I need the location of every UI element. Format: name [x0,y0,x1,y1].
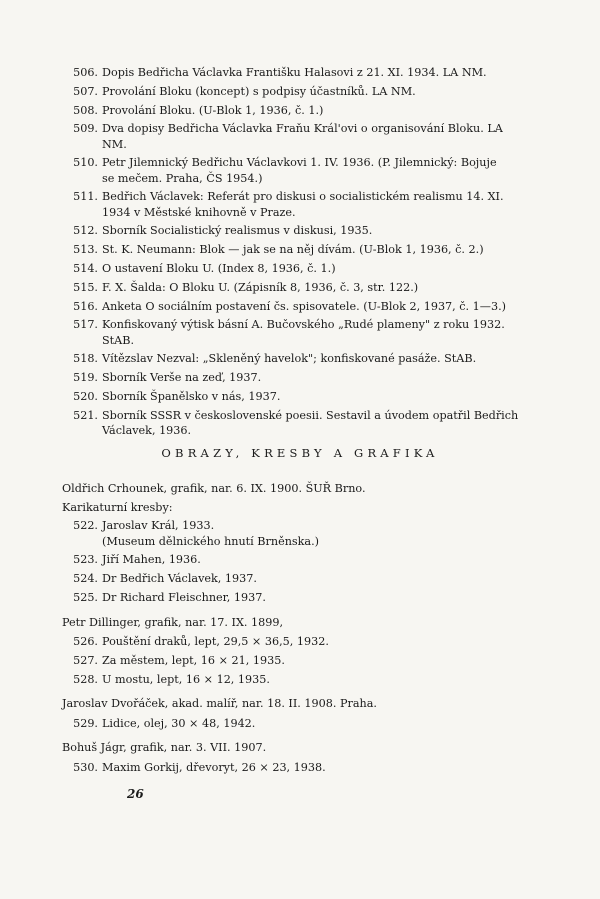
entry-line: Za městem, lept, 16 × 21, 1935. [102,653,285,667]
artist-header: Jaroslav Dvořáček, akad. malíř, nar. 18. II. 1908. Praha. [62,697,377,711]
catalog-entry [62,716,552,731]
entry-text [102,84,552,99]
catalog-entry [62,155,552,185]
entry-number: 513. [73,243,98,257]
catalog-entry [62,103,552,118]
entry-text [102,242,552,257]
catalog-entry [62,408,552,438]
entry-text [102,261,552,276]
entry-text [102,155,552,185]
entry-line: Bedřich Václavek: Referát pro diskusi o socialistickém realismu 14. XI. [102,190,504,204]
artist-header: Oldřich Crhounek, grafik, nar. 6. IX. 1900. ŠUŘ Brno. [62,482,366,495]
catalog-entry [62,552,552,567]
entry-number: 516. [73,299,98,313]
entry-line: Dr Bedřich Václavek, 1937. [102,572,257,586]
entry-text [102,370,552,385]
catalog-entry [62,351,552,366]
entry-number: 510. [73,156,98,170]
section-heading: OBRAZY, KRESBY A GRAFIKA [161,446,439,460]
entry-line: StAB. [102,333,135,347]
entry-line: Sborník Socialistický realismus v diskusi, 1935. [102,224,373,238]
catalog-entry [62,672,552,687]
entry-line: Sborník Španělsko v nás, 1937. [102,389,281,403]
entry-line: (Museum dělnického hnutí Brněnska.) [102,534,320,548]
entry-number: 521. [73,408,98,422]
entry-line: Provolání Bloku (koncept) s podpisy účastníků. LA NM. [102,84,416,98]
catalog-entry [62,760,552,775]
entry-line: Jiří Mahen, 1936. [102,553,201,567]
entry-line: F. X. Šalda: O Bloku U. (Zápisník 8, 1936, č. 3, str. 122.) [102,280,419,294]
entry-text [102,653,552,668]
entry-number: 506. [73,66,98,79]
entry-text [102,299,552,314]
artist-list [62,481,552,778]
catalog-entry [62,653,552,668]
entry-text [102,408,552,438]
page-number: 26 [127,787,144,801]
catalog-entry [62,280,552,295]
entry-text [102,189,552,219]
catalog-entry [62,389,552,404]
entry-line: Pouštění draků, lept, 29,5 × 36,5, 1932. [102,635,329,648]
entry-number: 520. [73,389,98,403]
entry-line: St. K. Neumann: Blok — jak se na něj dívám. (U-Blok 1, 1936, č. 2.) [102,243,484,257]
catalog-entry [62,634,552,649]
entry-text [102,552,552,567]
entry-text [102,389,552,404]
entry-number: 523. [73,553,98,567]
entry-text [102,571,552,586]
entry-line: U mostu, lept, 16 × 12, 1935. [102,672,270,686]
entry-text [102,351,552,366]
entry-number: 528. [73,672,98,686]
entry-line: 1934 v Městské knihovně v Praze. [102,205,296,219]
entry-line: Sborník SSSR v československé poesii. Sestavil a úvodem opatřil Bedřich [102,408,519,422]
artist-header: Bohuš Jágr, grafik, nar. 3. VII. 1907. [62,741,267,755]
catalog-entry [62,261,552,276]
entry-number: 511. [73,190,98,204]
catalog-entry [62,84,552,99]
entry-number: 512. [73,224,98,238]
entry-list [62,65,552,442]
entry-number: 524. [73,572,98,586]
entry-line: se mečem. Praha, ČS 1954.) [102,171,263,185]
entry-number: 530. [73,760,98,774]
entry-number: 527. [73,653,98,667]
catalog-entry [62,121,552,151]
entry-text [102,121,552,151]
entry-line: Konfiskovaný výtisk básní A. Bučovského „Rudé plameny" z roku 1932. [102,318,505,332]
entry-line: Václavek, 1936. [102,423,192,437]
entry-line: Petr Jilemnický Bedřichu Václavkovi 1. IV. 1936. (P. Jilemnický: Bojuje [102,156,497,170]
catalog-entry [62,223,552,238]
entry-text [102,280,552,295]
entry-number: 519. [73,371,98,385]
catalog-entry [62,571,552,586]
entry-text [102,634,552,649]
entry-line: Lidice, olej, 30 × 48, 1942. [102,716,256,730]
entry-number: 515. [73,280,98,294]
entry-text [102,760,552,775]
entry-text [102,223,552,238]
entry-number: 526. [73,635,98,648]
entry-text [102,672,552,687]
entry-text [102,518,552,548]
entry-line: Anketa O sociálním postavení čs. spisovatele. (U-Blok 2, 1937, č. 1—3.) [102,299,507,313]
entry-line: Sborník Verše na zeď, 1937. [102,371,262,385]
entry-number: 509. [73,122,98,136]
catalog-entry [62,65,552,80]
entry-text [102,317,552,347]
entry-number: 518. [73,352,98,366]
catalog-entry [62,518,552,548]
entry-line: Dr Richard Fleischner, 1937. [102,591,266,604]
entry-text [102,103,552,118]
entry-line: Provolání Bloku. (U-Blok 1, 1936, č. 1.) [102,103,324,117]
entry-text [102,590,552,605]
entry-number: 508. [73,103,98,117]
catalog-entry [62,317,552,347]
entry-text [102,716,552,731]
artist-header: Petr Dillinger, grafik, nar. 17. IX. 1899, [62,615,284,629]
entry-number: 522. [73,519,98,533]
entry-number: 529. [73,716,98,730]
entry-line: NM. [102,137,127,151]
entry-line: Vítězslav Nezval: „Skleněný havelok"; konfiskované pasáže. StAB. [102,352,477,366]
artist-subheader: Karikaturní kresby: [62,501,173,515]
entry-number: 517. [73,318,98,332]
catalog-entry [62,590,552,605]
entry-line: O ustavení Bloku U. (Index 8, 1936, č. 1.) [102,261,336,275]
entry-line: Jaroslav Král, 1933. [102,519,215,533]
entry-line: Dopis Bedřicha Václavka Františku Halasovi z 21. XI. 1934. LA NM. [102,66,487,79]
entry-number: 507. [73,84,98,98]
entry-number: 514. [73,261,98,275]
catalog-entry [62,299,552,314]
catalog-entry [62,370,552,385]
catalog-entry [62,189,552,219]
catalog-entry [62,242,552,257]
entry-text [102,65,552,80]
entry-line: Maxim Gorkij, dřevoryt, 26 × 23, 1938. [102,760,326,774]
entry-number: 525. [73,591,98,604]
entry-line: Dva dopisy Bedřicha Václavka Fraňu Král'ovi o organisování Bloku. LA [102,122,503,136]
